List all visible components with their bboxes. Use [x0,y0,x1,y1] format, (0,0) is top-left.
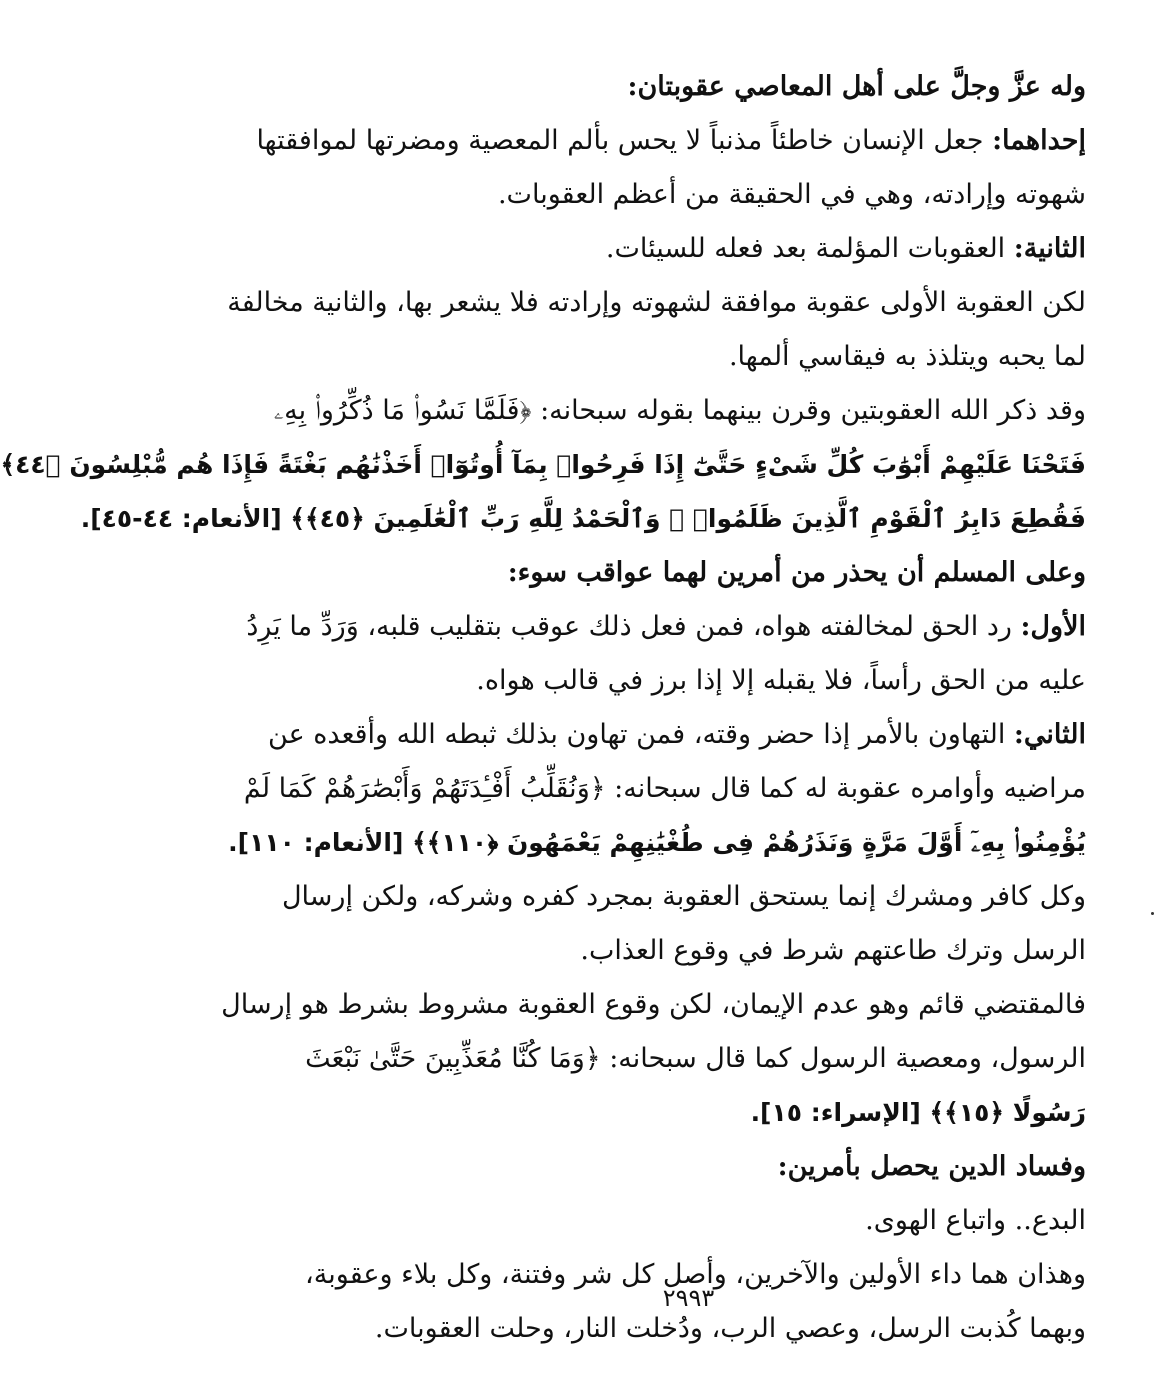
lead-term: إحداهما: [992,125,1086,156]
paragraph-second-punishment: الثانية: العقوبات المؤلمة بعد فعله للسيئات. [605,233,1086,264]
quran-verse-anam-110: يُؤْمِنُوا۟ بِهِۦٓ أَوَّلَ مَرَّةٍ وَنَذَرُهُمْ فِى طُغْيَٰنِهِمْ يَعْمَهُونَ ﴿١١٠﴾﴾ [الأنعام: ١١٠]. [228,828,1086,857]
paragraph-first-punishment-line-1: إحداهما: جعل الإنسان خاطئاً مذنباً لا يحس بألم المعصية ومضرتها لموافقتها [256,125,1086,156]
paragraph-first-punishment-line-2: شهوته وإرادته، وهي في الحقيقة من أعظم العقوبات. [497,179,1086,210]
paragraph-second-danger-line-1: الثاني: التهاون بالأمر إذا حضر وقته، فمن تهاون بذلك ثبطه الله وأقعده عن [268,719,1086,750]
paragraph-first-danger-line-1: الأول: رد الحق لمخالفته هواه، فمن فعل ذلك عوقب بتقليب قلبه، وَرَدِّ ما يَرِدُ [246,611,1086,642]
paragraph-verse-anam-line-1: وقد ذكر الله العقوبتين وقرن بينهما بقوله سبحانه: ﴿فَلَمَّا نَسُوا۟ مَا ذُكِّرُوا۟ بِهِۦ [273,395,1086,426]
heading-corruption-of-religion: وفساد الدين يحصل بأمرين: [777,1151,1086,1182]
paragraph-condition-line-2: الرسول، ومعصية الرسول كما قال سبحانه: ﴿وَمَا كُنَّا مُعَذِّبِينَ حَتَّىٰ نَبْعَثَ [305,1043,1086,1074]
quran-verse-isra-15: رَسُولًا ﴿١٥﴾﴾ [الإسراء: ١٥]. [750,1098,1086,1127]
paragraph-comparison-line-1: لكن العقوبة الأولى عقوبة موافقة لشهوته وإرادته فلا يشعر بها، والثانية مخالفة [227,287,1086,318]
scan-speck [1151,912,1154,915]
paragraph-disbeliever-line-2: الرسل وترك طاعتهم شرط في وقوع العذاب. [580,935,1086,966]
heading-two-dangers: وعلى المسلم أن يحذر من أمرين لهما عواقب سوء: [507,557,1086,588]
lead-term: الثانية: [1013,233,1086,264]
paragraph-second-danger-line-2: مراضيه وأوامره عقوبة له كما قال سبحانه: ﴿وَنُقَلِّبُ أَفْـِٔدَتَهُمْ وَأَبْصَٰرَهُمْ كَمَا لَمْ [243,773,1086,804]
lead-term: الثاني: [1013,719,1086,750]
lead-term: الأول: [1020,611,1086,642]
paragraph-innovations: البدع.. واتباع الهوى. [865,1205,1086,1236]
page-body [0,60,1086,1356]
paragraph-first-danger-line-2: عليه من الحق رأساً، فلا يقبله إلا إذا برز في قالب هواه. [476,665,1086,696]
quran-verse-anam-44: فَتَحْنَا عَلَيْهِمْ أَبْوَٰبَ كُلِّ شَىْءٍ حَتَّىٰٓ إِذَا فَرِحُوا۟ بِمَآ أُوتُوٓا۟ أَخَذْنَٰهُم بَغْتَةً فَإِذَا هُم مُّبْلِسُونَ ﴿٤٤﴾ [0,450,1086,479]
paragraph-disbeliever-line-1: وكل كافر ومشرك إنما يستحق العقوبة بمجرد كفره وشركه، ولكن إرسال [281,881,1086,912]
paragraph-comparison-line-2: لما يحبه ويتلذذ به فيقاسي ألمها. [728,341,1086,372]
paragraph-conclusion-line-2: وبهما كُذبت الرسل، وعصي الرب، ودُخلت النار، وحلت العقوبات. [374,1313,1086,1344]
heading-two-punishments: وله عزَّ وجلَّ على أهل المعاصي عقوبتان: [627,71,1086,102]
page-number: ٢٩٩٣ [662,1284,715,1312]
paragraph-condition-line-1: فالمقتضي قائم وهو عدم الإيمان، لكن وقوع العقوبة مشروط بشرط هو إرسال [221,989,1086,1020]
paragraph-conclusion-line-1: وهذان هما داء الأولين والآخرين، وأصل كل شر وفتنة، وكل بلاء وعقوبة، [305,1259,1086,1290]
quran-verse-anam-45: فَقُطِعَ دَابِرُ ٱلْقَوْمِ ٱلَّذِينَ ظَلَمُوا۟ ۚ وَٱلْحَمْدُ لِلَّهِ رَبِّ ٱلْعَٰلَمِينَ ﴿٤٥﴾﴾ [الأنعام: ٤٤-٤٥]. [80,504,1086,533]
